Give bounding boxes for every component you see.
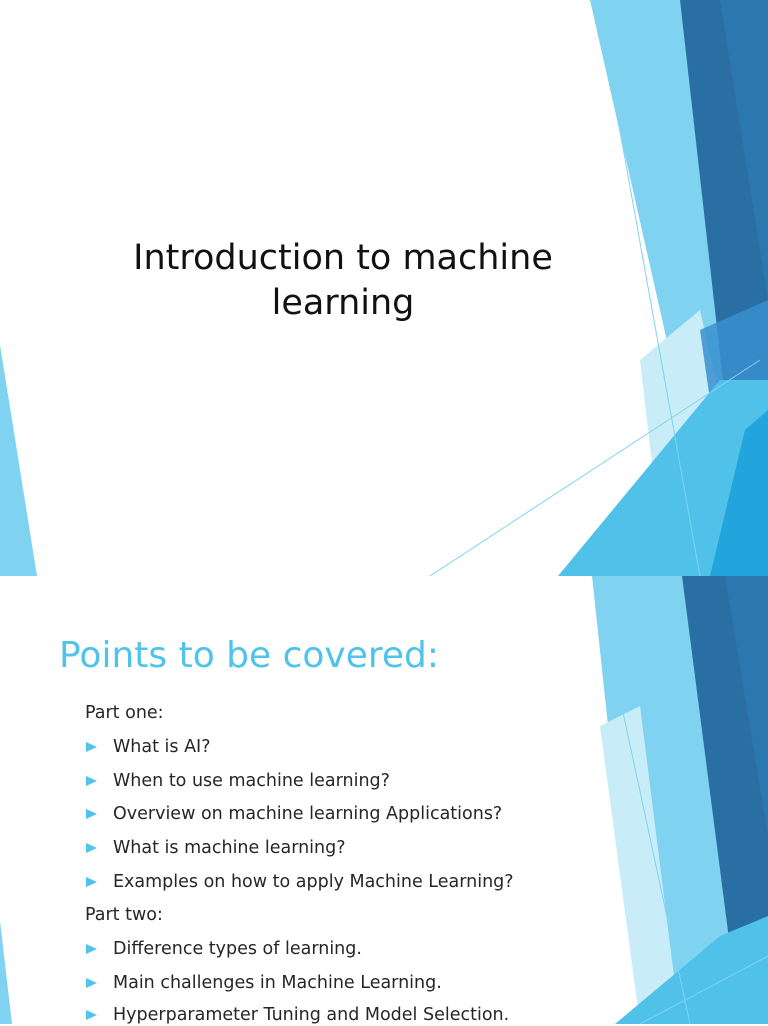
bullet-arrow-icon (86, 809, 97, 819)
part-one-label: Part one: (85, 703, 164, 723)
bullet-arrow-icon (86, 843, 97, 853)
slide-title: Introduction to machine learning (133, 238, 553, 323)
part-two-label: Part two: (85, 905, 163, 925)
list-item-text: Examples on how to apply Machine Learning? (113, 872, 514, 892)
bullet-arrow-icon (86, 978, 97, 988)
list-item-text: What is AI? (113, 737, 211, 757)
bullet-arrow-icon (86, 776, 97, 786)
bullet-arrow-icon (86, 742, 97, 752)
list-item-text: Hyperparameter Tuning and Model Selection. (113, 1005, 510, 1025)
list-item-text: What is machine learning? (113, 838, 346, 858)
agenda-title: Points to be covered: (59, 635, 440, 676)
list-item-text: When to use machine learning? (113, 771, 390, 791)
bullet-arrow-icon (86, 877, 97, 887)
list-item-text: Main challenges in Machine Learning. (113, 973, 442, 993)
bullet-arrow-icon (86, 944, 97, 954)
bullet-arrow-icon (86, 1010, 97, 1020)
list-item-text: Difference types of learning. (113, 939, 362, 959)
list-item-text: Overview on machine learning Applications? (113, 804, 503, 824)
